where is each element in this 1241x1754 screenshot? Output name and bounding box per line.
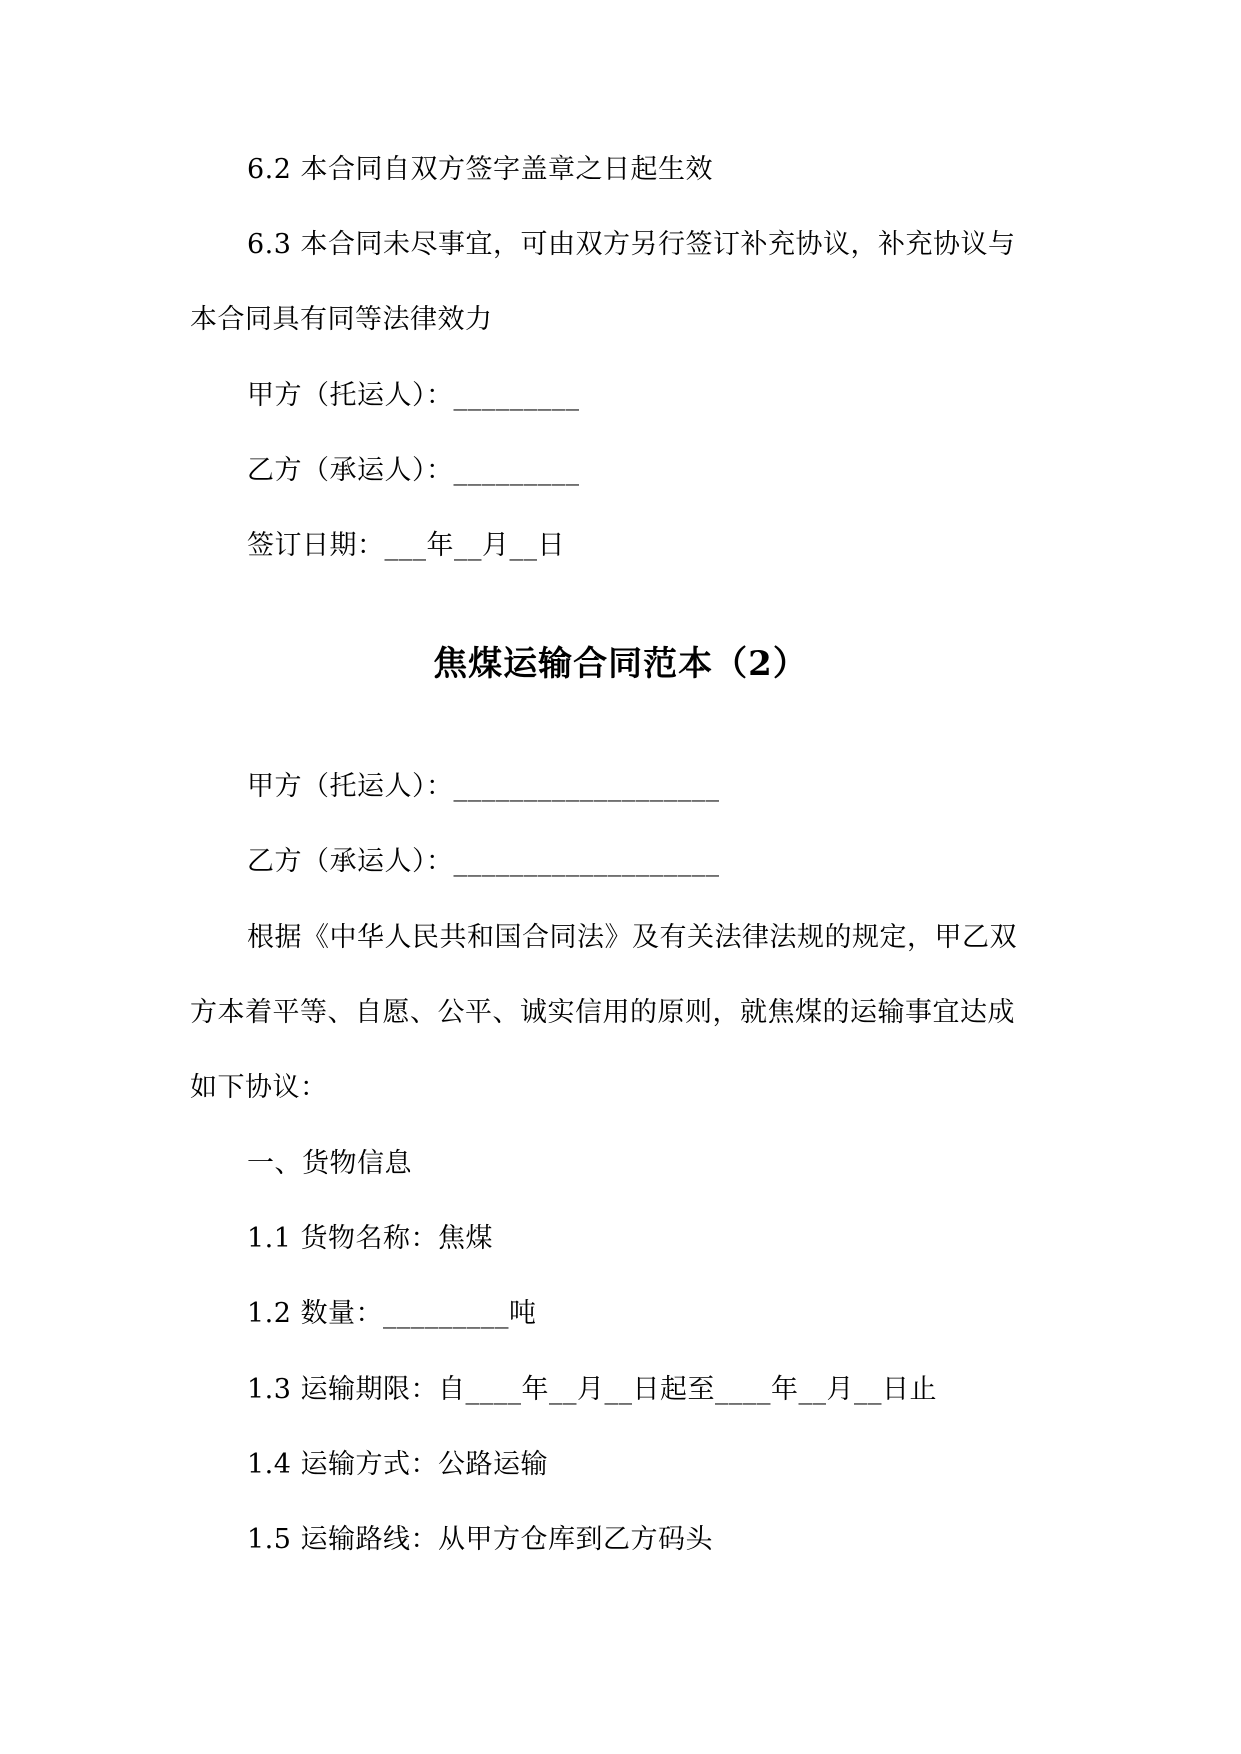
clause-6-2: 6.2 本合同自双方签字盖章之日起生效 xyxy=(247,154,714,185)
party-b-line: 乙方（承运人）：___________________ xyxy=(247,846,720,877)
clause-6-3-line1: 6.3 本合同未尽事宜，可由双方另行签订补充协议，补充协议与 xyxy=(247,229,1016,260)
preamble-line1: 根据《中华人民共和国合同法》及有关法律法规的规定，甲乙双 xyxy=(247,922,1017,953)
clause-6-3-line2: 本合同具有同等法律效力 xyxy=(190,304,493,335)
item-1-5: 1.5 运输路线：从甲方仓库到乙方码头 xyxy=(247,1524,714,1555)
item-1-3: 1.3 运输期限：自____年__月__日起至____年__月__日止 xyxy=(247,1374,938,1405)
section-heading-1: 一、货物信息 xyxy=(247,1148,412,1179)
signature-party-b: 乙方（承运人）：_________ xyxy=(247,455,580,486)
signature-date: 签订日期：___年__月__日 xyxy=(247,530,565,561)
item-1-2: 1.2 数量：_________吨 xyxy=(247,1298,537,1329)
item-1-1: 1.1 货物名称：焦煤 xyxy=(247,1223,494,1254)
item-1-4: 1.4 运输方式：公路运输 xyxy=(247,1449,549,1480)
preamble-line3: 如下协议： xyxy=(190,1072,328,1103)
signature-party-a: 甲方（托运人）：_________ xyxy=(247,380,580,411)
preamble-line2: 方本着平等、自愿、公平、诚实信用的原则，就焦煤的运输事宜达成 xyxy=(190,997,1015,1028)
document-title: 焦煤运输合同范本（2） xyxy=(433,644,808,684)
party-a-line: 甲方（托运人）：___________________ xyxy=(247,771,720,802)
